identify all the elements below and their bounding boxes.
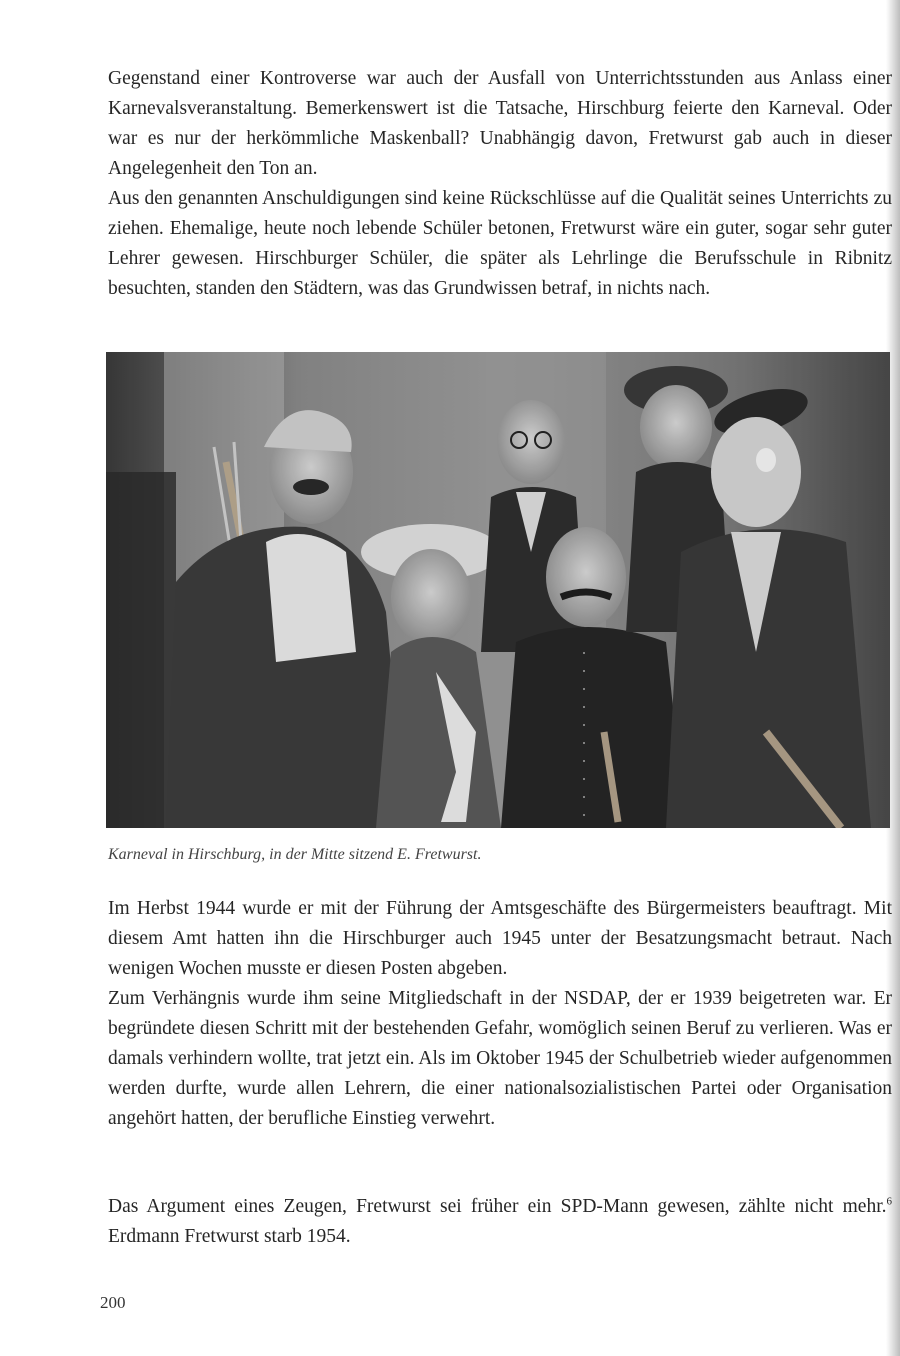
footnote-marker: 6 bbox=[886, 1195, 892, 1208]
paragraph-mayor: Im Herbst 1944 wurde er mit der Führung der Amtsgeschäfte des Bürgermeisters beauftragt. Mit diesem Amt hatten ihn die Hirschburger auch 1945 unter der Besatzungsmacht betraut. Nach wenigen Wochen musste er diesen Posten abgeben. bbox=[108, 898, 892, 979]
photo-caption: Karneval in Hirschburg, in der Mitte sitzend E. Fretwurst. bbox=[108, 846, 482, 863]
paragraph-teaching-quality: Aus den genannten Anschuldigungen sind keine Rückschlüsse auf die Qualität seines Unterrichts zu ziehen. Ehemalige, heute noch lebende Schüler betonen, Fretwurst wäre ein guter, sogar sehr guter Lehrer gewesen. Hirschburger Schüler, die später als Lehrlinge die Berufsschule in Ribnitz besuchten, standen den Städtern, was das Grundwissen betraf, in nichts nach. bbox=[108, 188, 892, 299]
paragraph-carnival: Gegenstand einer Kontroverse war auch der Ausfall von Unterrichtsstunden aus Anlass einer Karnevalsveranstaltung. Bemerkenswert ist die Tatsache, Hirschburg feierte den Karneval. Oder war es nur der herkömmliche Maskenball? Unabhängig davon, Fretwurst gab auch in dieser Angelegenheit den Ton an. bbox=[108, 68, 892, 179]
paragraph-spd-text: Das Argument eines Zeugen, Fretwurst sei früher ein SPD-Mann gewesen, zählte nicht mehr. bbox=[108, 1196, 887, 1217]
carnival-photo bbox=[106, 352, 890, 828]
paragraph-spd-witness bbox=[108, 1192, 892, 1252]
text-block-top bbox=[108, 64, 892, 304]
text-block-middle bbox=[108, 894, 892, 1134]
paragraph-spd-tail: Erdmann Fretwurst starb 1954. bbox=[108, 1226, 351, 1247]
paragraph-nsdap: Zum Verhängnis wurde ihm seine Mitgliedschaft in der NSDAP, der er 1939 beigetreten war. Er begründete diesen Schritt mit der bestehenden Gefahr, womöglich seinen Beruf zu verlieren. Was er damals verhindern wollte, trat jetzt ein. Als im Oktober 1945 der Schulbetrieb wieder aufgenommen werden durfte, wurde allen Lehrern, die einer nationalsozialistischen Partei oder Organisation angehört hatten, der berufliche Einstieg verwehrt. bbox=[108, 988, 892, 1129]
page-number: 200 bbox=[100, 1293, 126, 1312]
carnival-photo-image bbox=[106, 352, 890, 828]
text-block-bottom bbox=[108, 1192, 892, 1252]
